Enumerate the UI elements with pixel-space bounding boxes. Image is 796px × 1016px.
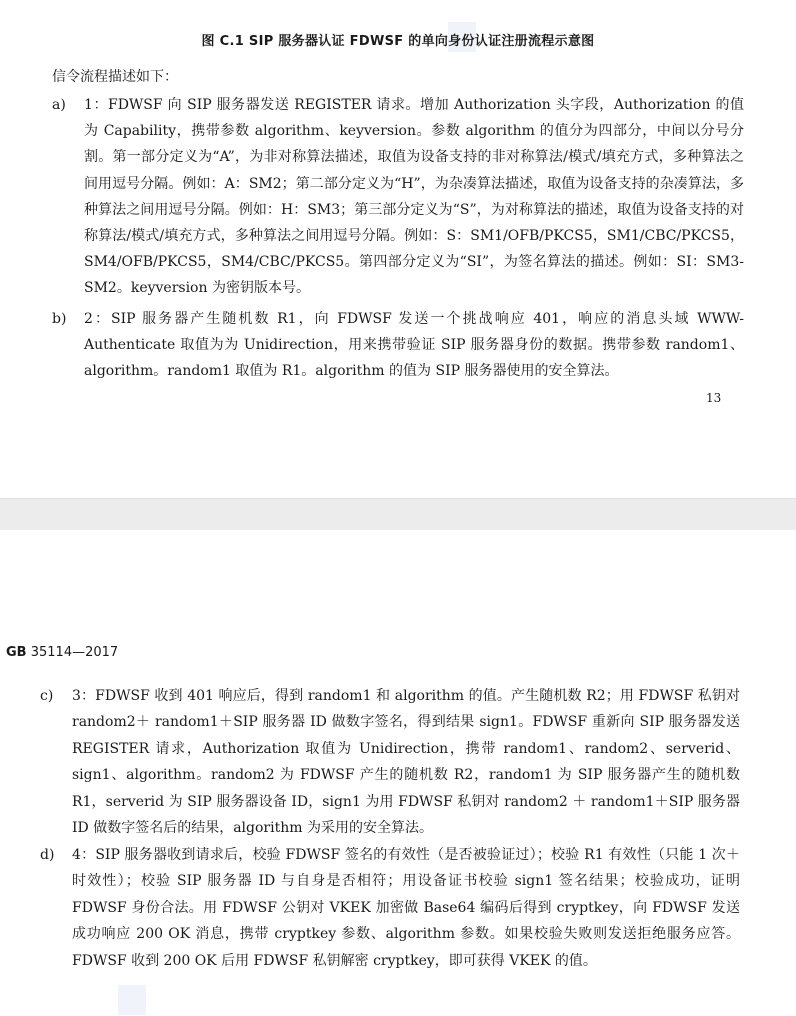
intro-text: 信令流程描述如下： bbox=[52, 69, 178, 85]
list-marker: b) bbox=[52, 311, 67, 327]
list-item-text: 4：SIP 服务器收到请求后，校验 FDWSF 签名的有效性（是否被验证过）；校验 R1 有效性（只能 1 次＋时效性）；校验 SIP 服务器 ID 与自身是否相符；用设备证书校验 sign1 签名结果；校验成功，证明 FDWSF 身份合法。用 FDWSF 公钥对 VKEK 加密做 Base64 编码后得到 cryptkey，向 FDWSF 发送成功响应 200 OK 消息，携带 cryptkey 参数、algorithm 参数。如果校验失败则发送拒绝服务应答。FDWSF 收到 200 OK 后用 FDWSF 私钥解密 cryptkey，即可获得 VKEK 的值。 bbox=[72, 847, 740, 969]
standard-prefix: GB bbox=[6, 645, 27, 660]
list-item-text: 2：SIP 服务器产生随机数 R1，向 FDWSF 发送一个挑战响应 401，响应的消息头域 WWW-Authenticate 取值为为 Unidirection，用来携带验证 SIP 服务器身份的数据。携带参数 random1、algorithm。random1 取值为 R1。algorithm 的值为 SIP 服务器使用的安全算法。 bbox=[84, 311, 744, 380]
list-item-c bbox=[40, 683, 740, 841]
list-marker: a) bbox=[52, 97, 66, 113]
page-separator bbox=[0, 498, 796, 532]
list-marker: c) bbox=[40, 688, 54, 704]
document-page-top bbox=[0, 0, 796, 498]
standard-header bbox=[6, 645, 118, 660]
list-item-b bbox=[52, 306, 744, 385]
list-item-a bbox=[52, 92, 744, 302]
list-item-text: 1：FDWSF 向 SIP 服务器发送 REGISTER 请求。增加 Authorization 头字段，Authorization 的值为 Capability，携带参数 algorithm、keyversion。参数 algorithm 的值分为四部分，中间以分号分割。第一部分定义为“A”，为非对称算法描述，取值为设备支持的非对称算法/模式/填充方式，多种算法之间用逗号分隔。例如：A：SM2；第二部分定义为“H”，为杂凑算法描述，取值为设备支持的杂凑算法，多种算法之间用逗号分隔。例如：H：SM3；第三部分定义为“S”，为对称算法的描述，取值为设备支持的对称算法/模式/填充方式，多种算法之间用逗号分隔。例如：S：SM1/OFB/PKCS5，SM1/CBC/PKCS5，SM4/OFB/PKCS5，SM4/CBC/PKCS5。第四部分定义为“SI”，为签名算法的描述。例如：SI：SM3-SM2。keyversion 为密钥版本号。 bbox=[84, 97, 744, 297]
figure-caption: 图 C.1 SIP 服务器认证 FDWSF 的单向身份认证注册流程示意图 bbox=[201, 34, 595, 49]
standard-number: 35114—2017 bbox=[30, 645, 119, 660]
list-marker: d) bbox=[40, 847, 55, 863]
page-number: 13 bbox=[706, 391, 722, 405]
watermark-mark bbox=[118, 985, 146, 1015]
list-item-d bbox=[40, 842, 740, 974]
list-item-text: 3：FDWSF 收到 401 响应后，得到 random1 和 algorithm 的值。产生随机数 R2；用 FDWSF 私钥对 random2＋ random1＋SIP 服务器 ID 做数字签名，得到结果 sign1。FDWSF 重新向 SIP 服务器发送 REGISTER 请求，Authorization 取值为 Unidirection，携带 random1、random2、serverid、sign1、algorithm。random2 为 FDWSF 产生的随机数 R2，random1 为 SIP 服务器产生的随机数 R1，serverid 为 SIP 服务器设备 ID，sign1 为用 FDWSF 私钥对 random2 ＋ random1＋SIP 服务器 ID 做数字签名后的结果，algorithm 为采用的安全算法。 bbox=[72, 688, 740, 837]
